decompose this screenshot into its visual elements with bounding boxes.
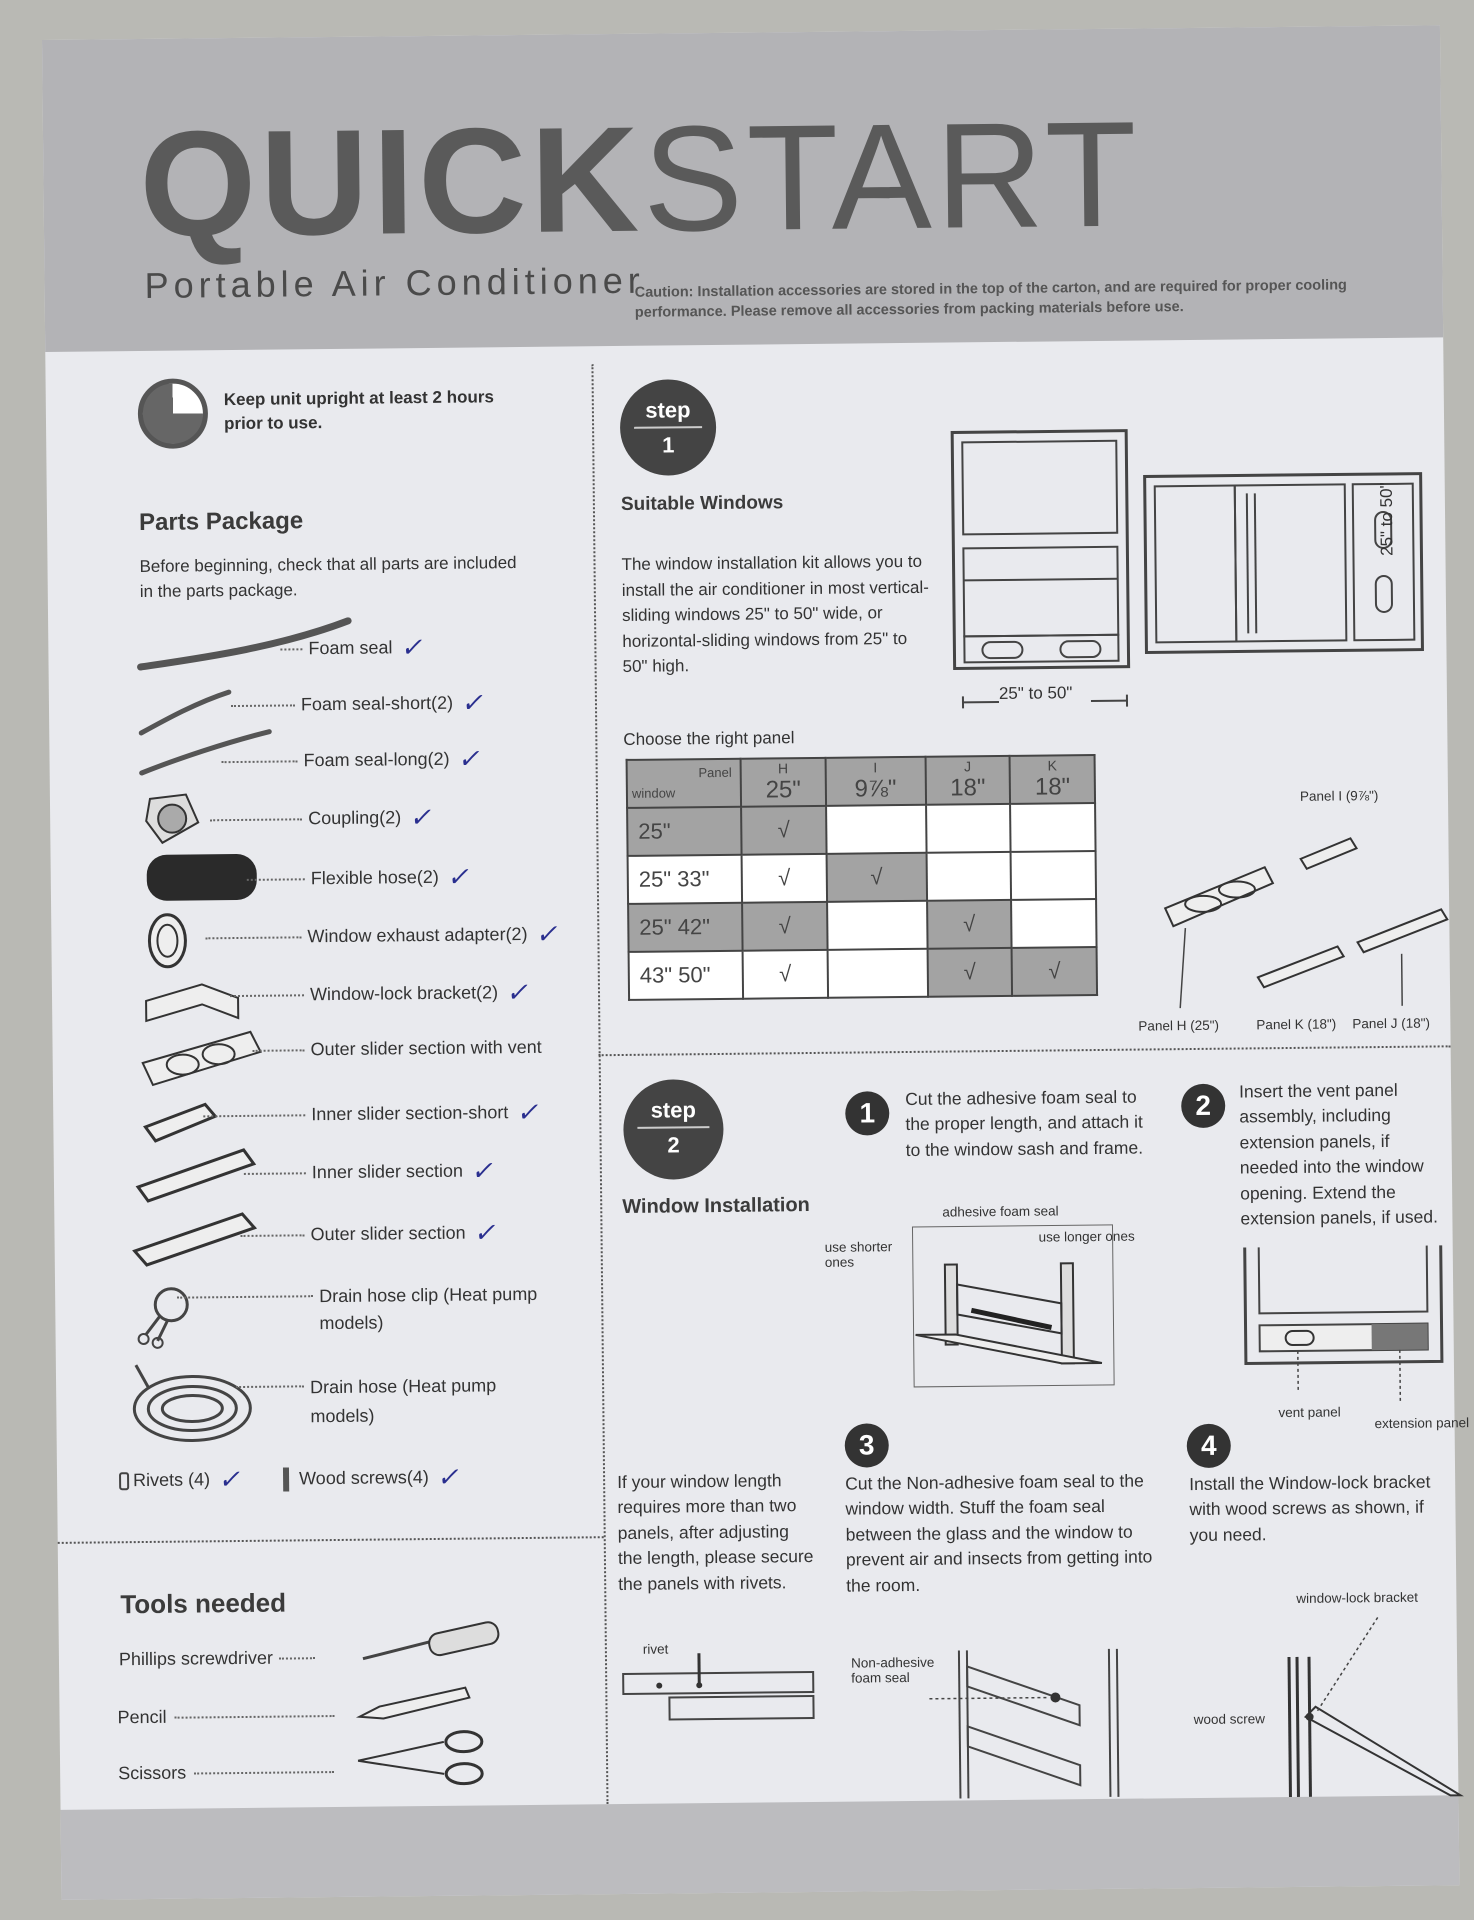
vent-panel-label: vent panel [1278, 1404, 1341, 1421]
width-range-line [961, 695, 1131, 709]
parts-item: Inner slider section ✓ [244, 1155, 493, 1189]
panel-j-label: Panel J (18") [1352, 1015, 1431, 1032]
check-mark: ✓ [535, 918, 558, 949]
non-adhesive-seal-diagram [929, 1645, 1131, 1803]
step1-title: Suitable Windows [620, 492, 784, 515]
vertical-window-icon [950, 429, 1133, 671]
extension-panel-label: extension panel [1374, 1415, 1470, 1432]
tools-title: Tools needed [120, 1587, 287, 1620]
parts-item: Inner slider section-short ✓ [203, 1097, 538, 1132]
rivet-label: rivet [642, 1641, 669, 1657]
table-col-header: J 18" [925, 756, 1010, 805]
check-mark: ✓ [446, 861, 469, 892]
parts-intro: Before beginning, check that all parts are included in the parts package. [139, 553, 517, 601]
parts-item: Foam seal ✓ [280, 632, 422, 664]
wood-screw-label: wood screw [1193, 1711, 1266, 1728]
outer-slider-vent-icon [138, 1028, 265, 1093]
foam-seal-window-diagram [910, 1223, 1116, 1391]
screw-icon [283, 1467, 289, 1491]
substep-1-text: Cut the adhesive foam seal to the proper length, and attach it to the window sash and frame. [905, 1086, 1144, 1160]
step2-badge: step 2 [623, 1079, 724, 1180]
parts-item: Window exhaust adapter(2) ✓ [205, 919, 557, 954]
parts-item: Foam seal-long(2) ✓ [221, 743, 479, 777]
caution-note: Caution: Installation accessories are stored in the top of the carton, and are required for proper cooling performance. Please remove all accessories from packing materials before use. [634, 277, 1347, 321]
parts-tools-divider [58, 1536, 604, 1544]
window-lock-bracket-icon [142, 970, 243, 1025]
parts-item: Outer slider section ✓ [240, 1217, 495, 1251]
exhaust-adapter-icon [143, 910, 194, 971]
substep-4-text: Install the Window-lock bracket with wood screws as shown, if you need. [1189, 1471, 1431, 1545]
parts-item: Drain hose (Heat pump models) [236, 1371, 501, 1431]
check-mark: ✓ [460, 687, 483, 718]
substep-1-badge: 1 [845, 1091, 889, 1135]
step2-title: Window Installation [622, 1194, 810, 1218]
check-mark: ✓ [505, 976, 529, 1008]
coupling-icon [142, 790, 203, 847]
tool-item: Pencil [117, 1705, 340, 1728]
choose-panel-label: Choose the right panel [623, 728, 795, 749]
table-row: 25" 33" √ √ [628, 851, 1096, 904]
parts-item: Window-lock bracket(2) ✓ [230, 977, 528, 1011]
scissors-icon [354, 1729, 495, 1790]
table-row: 25" 42" √ √ [628, 899, 1096, 952]
parts-item: Outer slider section with vent [252, 1037, 541, 1061]
table-col-header: K 18" [1010, 755, 1095, 804]
substep-2-badge: 2 [1181, 1084, 1225, 1128]
step1-badge: step 1 [620, 379, 717, 476]
vent-panel-diagram [1241, 1241, 1455, 1403]
subtitle: Portable Air Conditioner [144, 259, 645, 306]
pencil-icon [355, 1684, 475, 1725]
table-corner: Panel window [627, 759, 741, 808]
wood-screws-item: Wood screws(4) ✓ [283, 1462, 459, 1495]
substep-2-text: Insert the vent panel assembly, including extension panels, if needed into the window opening. Extend the extension panels, if used. [1238, 1079, 1438, 1229]
height-range-label: 25" to 50" [1376, 482, 1397, 557]
window-lock-bracket-diagram [1268, 1605, 1460, 1797]
panel-h-label: Panel H (25") [1138, 1017, 1220, 1034]
parts-item: Coupling(2) ✓ [210, 802, 431, 835]
step1-text: The window installation kit allows you to install the air conditioner in most vertical-sliding windows 25" to 50" wide, or horizontal-sliding windows from 25" to 50" high. [621, 551, 929, 676]
tool-item: Scissors [118, 1761, 340, 1784]
check-mark: ✓ [470, 1155, 493, 1186]
adhesive-seal-label: adhesive foam seal [942, 1203, 1059, 1220]
table-col-header: I 9⅞" [825, 757, 925, 806]
table-row: 25" √ [627, 803, 1095, 856]
table-row: 43" 50" √ √ √ [629, 947, 1097, 1000]
clock-icon [138, 378, 209, 449]
check-mark: ✓ [400, 632, 423, 663]
tool-item: Phillips screwdriver [119, 1647, 321, 1670]
window-lock-bracket-label: window-lock bracket [1296, 1589, 1419, 1606]
rivet-text: If your window length requires more than two panels, after adjusting the length, please secure the panels with rivets. [617, 1470, 814, 1594]
substep-4-badge: 4 [1187, 1424, 1231, 1468]
check-mark: ✓ [436, 1461, 459, 1492]
parts-title: Parts Package [138, 507, 304, 537]
check-mark: ✓ [457, 743, 480, 774]
rivet-diagram [619, 1652, 820, 1734]
substep-3-badge: 3 [845, 1423, 889, 1467]
panel-i-label: Panel I (9⅞") [1299, 788, 1379, 804]
table-col-header: H 25" [741, 758, 826, 807]
inner-slider-icon [134, 1146, 261, 1207]
flexible-hose-icon [142, 848, 263, 905]
substep-3-text: Cut the Non-adhesive foam seal to the window width. Stuff the foam seal between the glass and the window to prevent air and insects from getting into the room. [845, 1470, 1153, 1596]
shorter-ones-label: use shorter ones [824, 1239, 893, 1270]
column-divider [591, 364, 608, 1804]
check-mark: ✓ [473, 1217, 496, 1248]
footer-band [61, 1795, 1460, 1900]
panels-illustration [1160, 805, 1452, 1008]
parts-item: Foam seal-short(2) ✓ [231, 687, 483, 721]
parts-item: Drain hose clip (Heat pump models) [177, 1281, 570, 1339]
upright-note: Keep unit upright at least 2 hours prior to use. [223, 387, 495, 433]
quickstart-sheet [42, 25, 1470, 1900]
check-mark: ✓ [516, 1096, 539, 1128]
longer-ones-label: use longer ones [1038, 1228, 1135, 1245]
step-divider [599, 1045, 1451, 1056]
panel-k-label: Panel K (18") [1256, 1016, 1337, 1033]
parts-item: Flexible hose(2) ✓ [247, 862, 469, 895]
brand-title: QUICKSTART [138, 89, 1142, 268]
rivet-icon [119, 1472, 129, 1490]
non-adhesive-seal-label: Non-adhesive foam seal [850, 1654, 935, 1686]
rivets-item: Rivets (4) ✓ [119, 1464, 240, 1496]
panel-table [626, 754, 1099, 1001]
screwdriver-icon [359, 1623, 509, 1665]
check-mark: ✓ [409, 801, 432, 833]
check-mark: ✓ [217, 1464, 241, 1495]
width-range-label: 25" to 50" [998, 683, 1073, 704]
